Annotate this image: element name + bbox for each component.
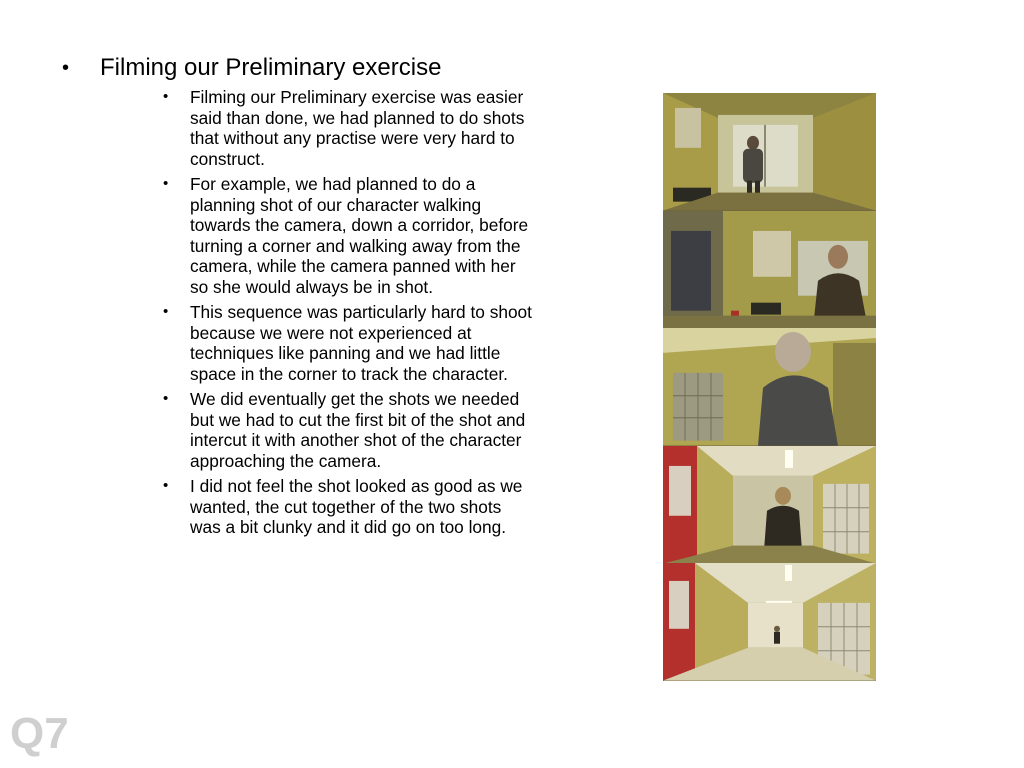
bullet-icon: •: [163, 175, 169, 192]
list-item: [163, 302, 533, 384]
list-item: [163, 476, 533, 538]
list-item-text: We did eventually get the shots we needed but we had to cut the first bit of the shot and intercut it with another shot of the character approaching the camera.: [190, 389, 526, 471]
film-still-3: [663, 328, 876, 446]
bullet-icon: •: [163, 390, 169, 407]
slide-heading: [62, 53, 542, 83]
bullet-icon: •: [163, 477, 169, 494]
list-item: [163, 174, 533, 297]
list-item-text: This sequence was particularly hard to shoot because we were not experienced at techniques like panning and we had little space in the corner to track the character.: [190, 302, 532, 384]
list-item-text: For example, we had planned to do a planning shot of our character walking towards the camera, down a corridor, before turning a corner and walking away from the camera, while the camera panned with her so she would always be in shot.: [190, 174, 529, 297]
film-still-2: [663, 211, 876, 329]
list-item-text: I did not feel the shot looked as good as we wanted, the cut together of the two shots was a bit clunky and it did go on too long.: [190, 476, 523, 537]
bullet-icon: •: [163, 303, 169, 320]
bullet-list: [163, 87, 533, 543]
film-still-1: [663, 93, 876, 211]
list-item: [163, 389, 533, 471]
film-still-5: [663, 563, 876, 681]
film-still-4: [663, 446, 876, 564]
list-item-text: Filming our Preliminary exercise was easier said than done, we had planned to do shots that without any practise were very hard to construct.: [190, 87, 525, 169]
film-stills-strip: [663, 93, 876, 681]
bullet-icon: •: [62, 57, 70, 79]
list-item: [163, 87, 533, 169]
slide-number: Q7: [10, 709, 69, 758]
bullet-icon: •: [163, 88, 169, 105]
heading-text: Filming our Preliminary exercise: [100, 54, 442, 81]
